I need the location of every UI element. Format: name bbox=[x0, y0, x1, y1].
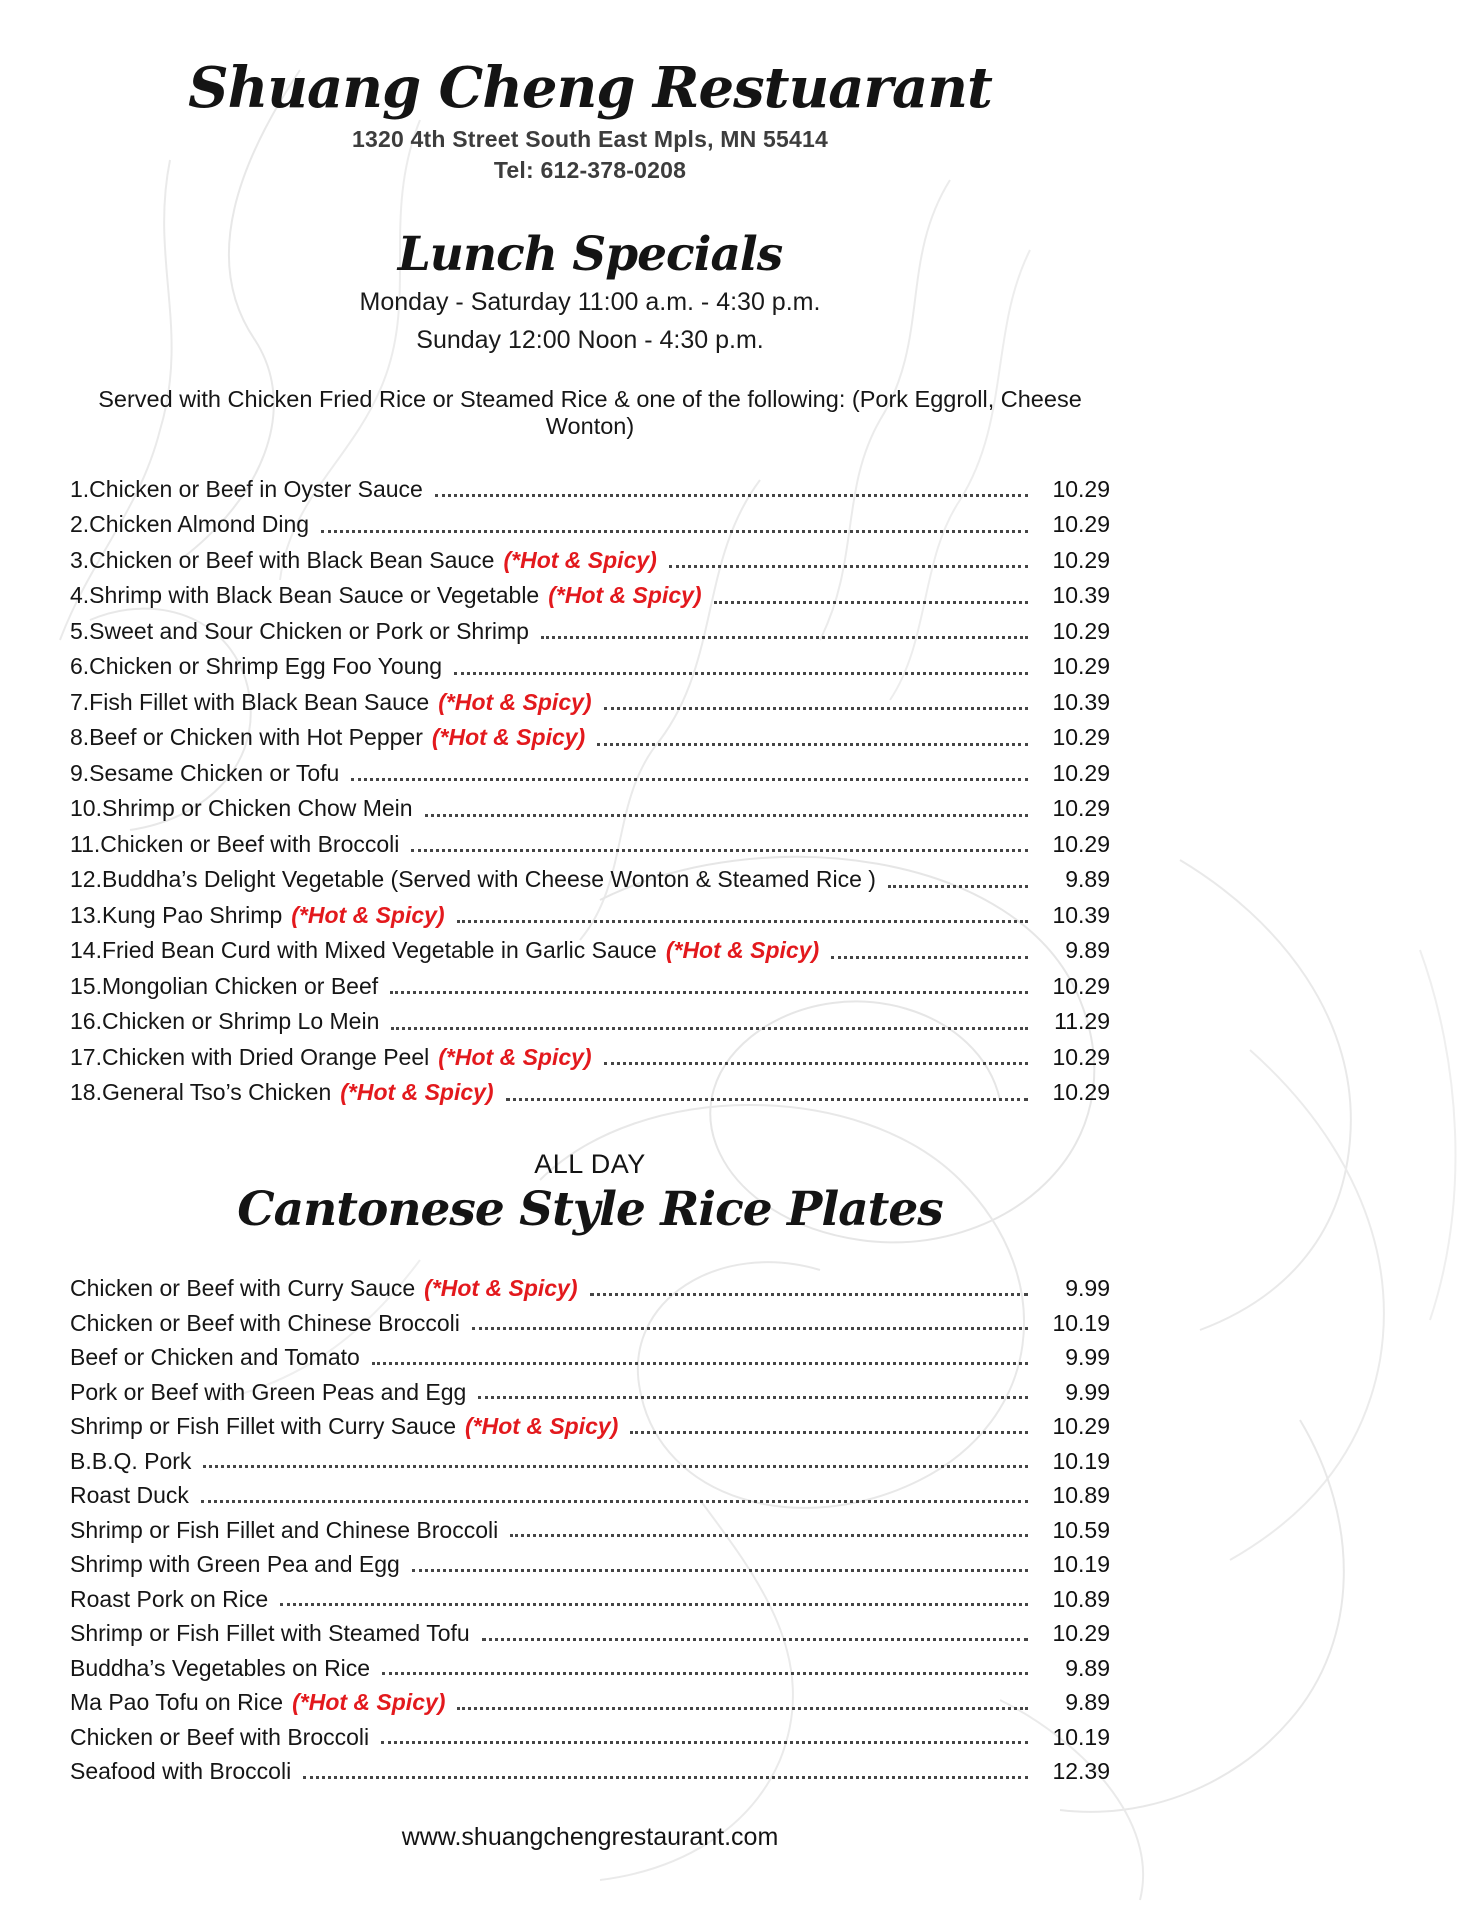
dotted-leader bbox=[303, 1776, 1028, 1779]
menu-content bbox=[70, 0, 1110, 1852]
menu-item-row bbox=[70, 756, 1110, 792]
menu-item-name: Shrimp with Green Pea and Egg bbox=[70, 1551, 400, 1578]
hot-and-spicy-label: (*Hot & Spicy) bbox=[438, 1043, 592, 1070]
menu-item-name: 10.Shrimp or Chicken Chow Mein bbox=[70, 795, 413, 822]
menu-item-name: 5.Sweet and Sour Chicken or Pork or Shrimp bbox=[70, 617, 529, 644]
menu-item-row bbox=[70, 827, 1110, 863]
menu-item-name: Chicken or Beef with Chinese Broccoli bbox=[70, 1309, 460, 1336]
restaurant-address: 1320 4th Street South East Mpls, MN 55414 bbox=[351, 126, 829, 153]
menu-item-name: Seafood with Broccoli bbox=[70, 1758, 292, 1785]
menu-item-price: 10.29 bbox=[1052, 759, 1110, 786]
menu-item-row bbox=[70, 685, 1110, 721]
menu-item-price: 10.19 bbox=[1052, 1551, 1110, 1578]
website-url: www.shuangchengrestaurant.com bbox=[401, 1822, 779, 1851]
menu-item-row bbox=[70, 1375, 1110, 1410]
dotted-leader bbox=[482, 1638, 1028, 1641]
dotted-leader bbox=[382, 1672, 1028, 1675]
menu-item-price: 10.29 bbox=[1052, 475, 1110, 502]
menu-item-name: 17.Chicken with Dried Orange Peel bbox=[70, 1043, 430, 1070]
menu-item-name: Shrimp or Fish Fillet with Steamed Tofu bbox=[70, 1620, 470, 1647]
menu-item-row bbox=[70, 898, 1110, 934]
menu-item-price: 9.89 bbox=[1065, 1689, 1110, 1716]
menu-item-name: 11.Chicken or Beef with Broccoli bbox=[70, 830, 400, 857]
header bbox=[70, 0, 1110, 185]
menu-item-row bbox=[70, 1720, 1110, 1755]
dotted-leader bbox=[381, 1741, 1028, 1744]
hot-and-spicy-label: (*Hot & Spicy) bbox=[548, 582, 702, 609]
menu-item-price: 9.89 bbox=[1065, 866, 1110, 893]
dotted-leader bbox=[831, 956, 1028, 959]
menu-item-name: Roast Pork on Rice bbox=[70, 1585, 269, 1612]
hot-and-spicy-label: (*Hot & Spicy) bbox=[292, 1689, 446, 1716]
menu-item-price: 10.39 bbox=[1052, 688, 1110, 715]
menu-item-name: B.B.Q. Pork bbox=[70, 1447, 192, 1474]
menu-item-price: 12.39 bbox=[1052, 1758, 1110, 1785]
hot-and-spicy-label: (*Hot & Spicy) bbox=[503, 546, 657, 573]
menu-item-name: 2.Chicken Almond Ding bbox=[70, 511, 310, 538]
dotted-leader bbox=[351, 778, 1028, 781]
menu-item-price: 10.59 bbox=[1052, 1516, 1110, 1543]
menu-item-price: 10.29 bbox=[1052, 795, 1110, 822]
menu-item-name: 9.Sesame Chicken or Tofu bbox=[70, 759, 340, 786]
menu-item-name: Ma Pao Tofu on Rice bbox=[70, 1689, 284, 1716]
dotted-leader bbox=[203, 1465, 1028, 1468]
menu-item-price: 10.29 bbox=[1052, 617, 1110, 644]
menu-item-name: 3.Chicken or Beef with Black Bean Sauce bbox=[70, 546, 495, 573]
menu-item-row bbox=[70, 1651, 1110, 1686]
dotted-leader bbox=[411, 849, 1028, 852]
menu-item-name: Shrimp or Fish Fillet and Chinese Broccoli bbox=[70, 1516, 499, 1543]
menu-item-name: 12.Buddha’s Delight Vegetable (Served with Cheese Wonton & Steamed Rice ) bbox=[70, 866, 876, 893]
dotted-leader bbox=[390, 991, 1028, 994]
menu-item-name: Shrimp or Fish Fillet with Curry Sauce bbox=[70, 1413, 456, 1440]
menu-item-name: 14.Fried Bean Curd with Mixed Vegetable in Garlic Sauce bbox=[70, 937, 657, 964]
menu-item-name: 13.Kung Pao Shrimp bbox=[70, 901, 283, 928]
dotted-leader bbox=[201, 1500, 1028, 1503]
menu-item-price: 10.29 bbox=[1052, 724, 1110, 751]
menu-item-row bbox=[70, 507, 1110, 543]
dotted-leader bbox=[506, 1098, 1028, 1101]
dotted-leader bbox=[888, 885, 1028, 888]
menu-item-price: 10.29 bbox=[1052, 546, 1110, 573]
menu-item-name: 18.General Tso’s Chicken bbox=[70, 1079, 332, 1106]
cantonese-rice-plates-list bbox=[70, 1271, 1110, 1789]
menu-item-row bbox=[70, 720, 1110, 756]
menu-item-price: 10.29 bbox=[1052, 830, 1110, 857]
hot-and-spicy-label: (*Hot & Spicy) bbox=[340, 1079, 494, 1106]
menu-item-price: 9.89 bbox=[1065, 1654, 1110, 1681]
hot-and-spicy-label: (*Hot & Spicy) bbox=[665, 937, 820, 964]
menu-item-name: Chicken or Beef with Curry Sauce bbox=[70, 1275, 416, 1302]
menu-item-price: 9.89 bbox=[1065, 937, 1110, 964]
menu-item-row bbox=[70, 578, 1110, 614]
all-day-label: ALL DAY bbox=[534, 1148, 646, 1179]
menu-item-row bbox=[70, 933, 1110, 969]
menu-item-row bbox=[70, 1444, 1110, 1479]
menu-item-price: 10.29 bbox=[1052, 653, 1110, 680]
menu-item-name: Pork or Beef with Green Peas and Egg bbox=[70, 1378, 467, 1405]
menu-item-row bbox=[70, 1685, 1110, 1720]
hot-and-spicy-label: (*Hot & Spicy) bbox=[465, 1413, 619, 1440]
all-day-header bbox=[70, 1149, 1110, 1236]
dotted-leader bbox=[478, 1396, 1028, 1399]
menu-item-price: 10.29 bbox=[1052, 511, 1110, 538]
menu-item-price: 10.89 bbox=[1052, 1585, 1110, 1612]
dotted-leader bbox=[372, 1362, 1028, 1365]
dotted-leader bbox=[669, 565, 1028, 568]
restaurant-phone: Tel: 612-378-0208 bbox=[493, 157, 687, 184]
lunch-hours-weekday: Monday - Saturday 11:00 a.m. - 4:30 p.m. bbox=[359, 287, 821, 316]
menu-item-price: 11.29 bbox=[1054, 1008, 1110, 1035]
dotted-leader bbox=[425, 814, 1028, 817]
menu-item-row bbox=[70, 1478, 1110, 1513]
dotted-leader bbox=[391, 1027, 1028, 1030]
menu-item-price: 9.99 bbox=[1065, 1378, 1110, 1405]
lunch-specials-list bbox=[70, 472, 1110, 1111]
cantonese-title: Cantonese Style Rice Plates bbox=[237, 1181, 943, 1237]
dotted-leader bbox=[472, 1327, 1028, 1330]
menu-item-price: 10.29 bbox=[1052, 1043, 1110, 1070]
lunch-specials-header bbox=[70, 226, 1110, 358]
menu-item-row bbox=[70, 1306, 1110, 1341]
menu-item-price: 10.19 bbox=[1052, 1309, 1110, 1336]
menu-item-row bbox=[70, 1513, 1110, 1548]
menu-item-row bbox=[70, 1040, 1110, 1076]
dotted-leader bbox=[541, 636, 1028, 639]
menu-item-name: 8.Beef or Chicken with Hot Pepper bbox=[70, 724, 423, 751]
menu-item-price: 10.89 bbox=[1052, 1482, 1110, 1509]
dotted-leader bbox=[604, 1062, 1028, 1065]
dotted-leader bbox=[590, 1293, 1029, 1296]
menu-item-row bbox=[70, 969, 1110, 1005]
dotted-leader bbox=[457, 920, 1028, 923]
menu-item-row bbox=[70, 1075, 1110, 1111]
dotted-leader bbox=[510, 1534, 1028, 1537]
menu-item-row bbox=[70, 862, 1110, 898]
menu-item-name: 7.Fish Fillet with Black Bean Sauce bbox=[70, 688, 430, 715]
lunch-note: Served with Chicken Fried Rice or Steamed Rice & one of the following: (Pork Eggroll, Cheese Wonton) bbox=[98, 385, 1082, 439]
menu-item-name: 15.Mongolian Chicken or Beef bbox=[70, 972, 379, 999]
menu-item-row bbox=[70, 649, 1110, 685]
dotted-leader bbox=[714, 601, 1028, 604]
menu-item-name: 1.Chicken or Beef in Oyster Sauce bbox=[70, 475, 423, 502]
menu-item-row bbox=[70, 1754, 1110, 1789]
dotted-leader bbox=[454, 672, 1028, 675]
menu-item-price: 10.29 bbox=[1052, 1620, 1110, 1647]
menu-item-row bbox=[70, 1340, 1110, 1375]
menu-item-name: Roast Duck bbox=[70, 1482, 189, 1509]
menu-item-name: 4.Shrimp with Black Bean Sauce or Vegetable bbox=[70, 582, 540, 609]
menu-item-row bbox=[70, 1582, 1110, 1617]
menu-item-price: 9.99 bbox=[1065, 1344, 1110, 1371]
dotted-leader bbox=[412, 1569, 1028, 1572]
dotted-leader bbox=[457, 1707, 1028, 1710]
dotted-leader bbox=[597, 743, 1028, 746]
lunch-specials-title: Lunch Specials bbox=[397, 226, 783, 282]
menu-item-price: 9.99 bbox=[1065, 1275, 1110, 1302]
dotted-leader bbox=[604, 707, 1028, 710]
menu-item-name: Buddha’s Vegetables on Rice bbox=[70, 1654, 371, 1681]
menu-item-row bbox=[70, 1616, 1110, 1651]
menu-item-row bbox=[70, 1271, 1110, 1306]
hot-and-spicy-label: (*Hot & Spicy) bbox=[424, 1275, 578, 1302]
menu-item-price: 10.19 bbox=[1052, 1723, 1110, 1750]
hot-and-spicy-label: (*Hot & Spicy) bbox=[438, 688, 592, 715]
menu-item-row bbox=[70, 1409, 1110, 1444]
menu-item-price: 10.39 bbox=[1052, 901, 1110, 928]
menu-item-row bbox=[70, 472, 1110, 508]
menu-item-row bbox=[70, 1004, 1110, 1040]
menu-item-row bbox=[70, 791, 1110, 827]
restaurant-name: Shuang Cheng Restuarant bbox=[188, 55, 992, 121]
menu-item-name: Beef or Chicken and Tomato bbox=[70, 1344, 360, 1371]
menu-item-name: Chicken or Beef with Broccoli bbox=[70, 1723, 370, 1750]
menu-item-row bbox=[70, 614, 1110, 650]
dotted-leader bbox=[435, 494, 1028, 497]
menu-item-row bbox=[70, 1547, 1110, 1582]
menu-item-price: 10.29 bbox=[1052, 972, 1110, 999]
menu-item-price: 10.19 bbox=[1052, 1447, 1110, 1474]
hot-and-spicy-label: (*Hot & Spicy) bbox=[291, 901, 445, 928]
dotted-leader bbox=[280, 1603, 1028, 1606]
menu-item-name: 16.Chicken or Shrimp Lo Mein bbox=[70, 1008, 380, 1035]
dotted-leader bbox=[630, 1431, 1028, 1434]
menu-item-row bbox=[70, 543, 1110, 579]
dotted-leader bbox=[321, 530, 1028, 533]
menu-item-price: 10.29 bbox=[1052, 1079, 1110, 1106]
hot-and-spicy-label: (*Hot & Spicy) bbox=[431, 724, 586, 751]
menu-item-name: 6.Chicken or Shrimp Egg Foo Young bbox=[70, 653, 443, 680]
menu-item-price: 10.29 bbox=[1052, 1413, 1110, 1440]
menu-item-price: 10.39 bbox=[1052, 582, 1110, 609]
lunch-hours-sunday: Sunday 12:00 Noon - 4:30 p.m. bbox=[416, 326, 764, 355]
